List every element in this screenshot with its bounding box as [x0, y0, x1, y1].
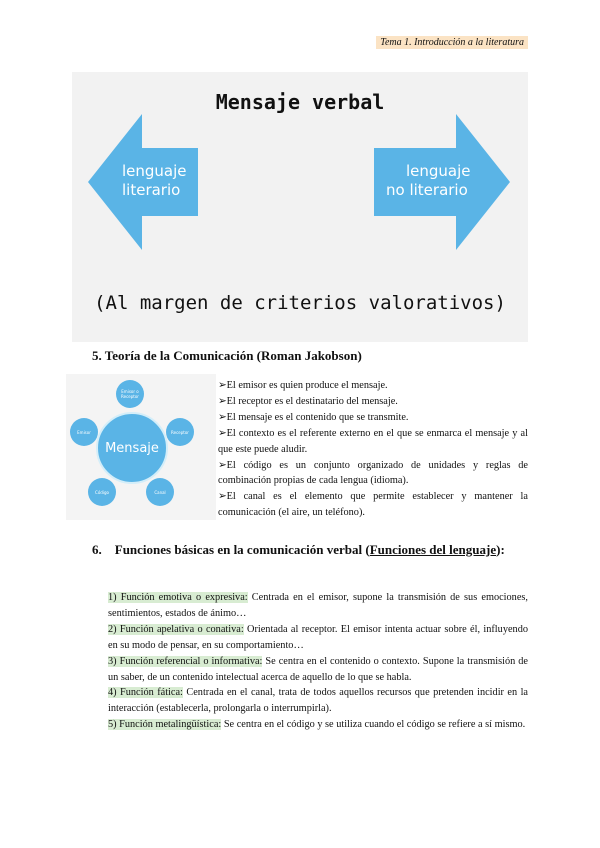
list-item: ➢El canal es el elemento que permite establecer y mantener la comunicación (el aire, un teléfono).	[218, 491, 528, 519]
list-item	[108, 717, 528, 733]
function-label: 3) Función referencial o informativa:	[108, 655, 263, 667]
diagram-node-bottom-right: Canal	[146, 478, 174, 506]
diagram-node-bottom-left: Código	[88, 478, 116, 506]
list-item	[108, 622, 528, 654]
function-text: Se centra en el contenido o contexto. Supone la transmisión de un saber, de un contenido intelectual acerca de aquello de lo que se habla.	[108, 655, 528, 683]
function-label: 5) Función metalingüística:	[108, 719, 222, 731]
function-label: 1) Función emotiva o expresiva:	[108, 592, 248, 603]
diagram-node-left: Emisor	[70, 418, 98, 446]
communication-diagram	[66, 374, 216, 520]
section-6-end: ):	[496, 542, 505, 557]
diagram-node-top: Emisor o Receptor	[116, 380, 144, 408]
function-label: 4) Función fática:	[108, 687, 183, 699]
section-6-number: 6.	[92, 542, 102, 557]
section-6-link[interactable]: Funciones del lenguaje	[369, 542, 497, 557]
diagram-center-mensaje: Mensaje	[96, 412, 168, 484]
list-item: ➢El receptor es el destinatario del mensaje.	[218, 395, 398, 407]
function-text: Orientada al receptor. El emisor intenta actuar sobre él, influyendo en su modo de pensar, en su comportamiento…	[108, 623, 528, 651]
diagram-node-right: Receptor	[166, 418, 194, 446]
function-label: 2) Función apelativa o conativa:	[108, 623, 244, 635]
list-item	[108, 590, 528, 622]
page-header-tag: Tema 1. Introducción a la literatura	[376, 36, 528, 49]
right-arrow-shape	[374, 114, 510, 250]
left-arrow-label	[122, 162, 187, 200]
language-functions-list	[108, 590, 528, 733]
section-6-title: Funciones básicas en la comunicación verbal (	[114, 542, 370, 557]
banner-title: Mensaje verbal	[215, 90, 385, 114]
section-6-heading	[92, 541, 528, 559]
right-arrow-label	[386, 162, 471, 200]
left-arrow-shape	[88, 114, 224, 250]
list-item: ➢El mensaje es el contenido que se transmite.	[218, 411, 409, 423]
function-text: Centrada en el canal, trata de todos aquellos recursos que pretenden incidir en la interacción (establecerla, prolongarla o interrumpirla).	[108, 687, 528, 715]
section-5-heading: 5. Teoría de la Comunicación (Roman Jakobson)	[92, 348, 362, 363]
function-text: Se centra en el código y se utiliza cuando el código se refiere a sí mismo.	[221, 719, 526, 731]
function-text: Centrada en el emisor, supone la transmisión de sus emociones, sentimientos, estados de ánimo…	[108, 592, 528, 619]
right-arrow-line1: lenguaje	[406, 162, 471, 180]
left-arrow-line2: literario	[122, 181, 181, 199]
jakobson-elements-list	[218, 378, 528, 521]
banner-footer: (Al margen de criterios valorativos)	[94, 292, 506, 314]
mensaje-verbal-banner	[72, 72, 528, 342]
list-item: ➢El código es un conjunto organizado de unidades y reglas de combinación propias de cada lengua (idioma).	[218, 459, 528, 487]
right-arrow-line2: no literario	[386, 181, 468, 199]
list-item: ➢El emisor es quien produce el mensaje.	[218, 380, 388, 391]
list-item: ➢El contexto es el referente externo en el que se enmarca el mensaje y al que este puede aludir.	[218, 427, 528, 455]
list-item	[108, 685, 528, 717]
left-arrow-line1: lenguaje	[122, 162, 187, 180]
list-item	[108, 654, 528, 686]
